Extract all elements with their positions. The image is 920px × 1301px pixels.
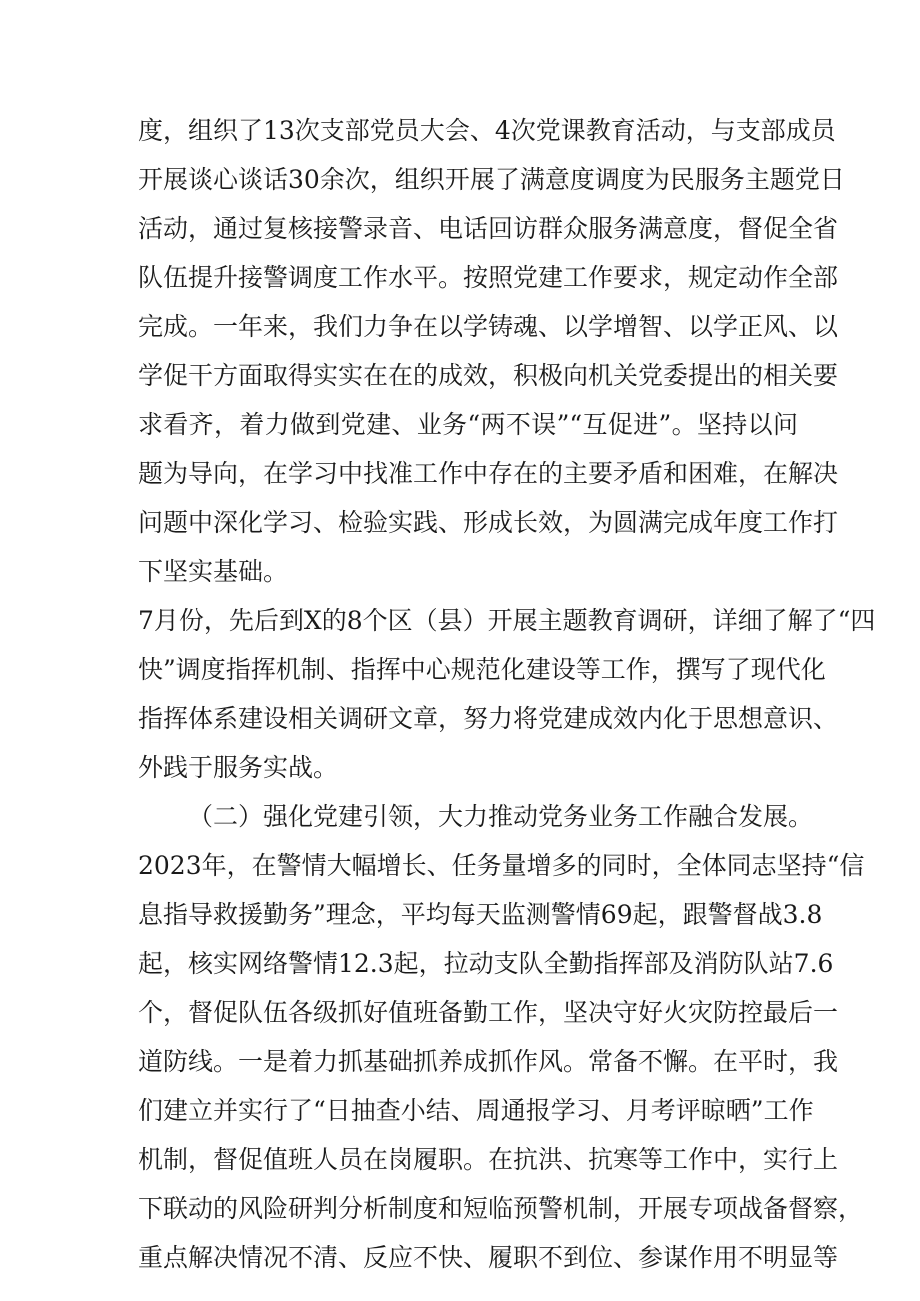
paragraph-1-line-1: 度，组织了13次支部党员大会、4次党课教育活动，与支部成员	[138, 116, 836, 145]
paragraph-3-line-3: 起，核实网络警情12.3起，拉动支队全勤指挥部及消防队站7.6	[138, 949, 834, 978]
paragraph-3-line-7: 机制，督促值班人员在岗履职。在抗洪、抗寒等工作中，实行上	[138, 1145, 839, 1174]
paragraph-1-line-7: 求看齐，着力做到党建、业务“两不误”“互促进”。坚持以问	[138, 410, 798, 439]
paragraph-3-line-2: 息指导救援勤务”理念，平均每天监测警情69起，跟警督战3.8	[138, 900, 823, 929]
paragraph-2-line-3: 指挥体系建设相关调研文章，努力将党建成效内化于思想意识、	[138, 704, 839, 733]
paragraph-3-line-4: 个，督促队伍各级抓好值班备勤工作，坚决守好火灾防控最后一	[138, 998, 839, 1027]
paragraph-1-line-9: 问题中深化学习、检验实践、形成长效，为圆满完成年度工作打	[138, 508, 839, 537]
paragraph-2-line-1: 7月份，先后到X的8个区（县）开展主题教育调研，详细了解了“四	[138, 606, 876, 635]
paragraph-3-line-9: 重点解决情况不清、反应不快、履职不到位、参谋作用不明显等	[138, 1243, 839, 1272]
paragraph-3-line-8: 下联动的风险研判分析制度和短临预警机制，开展专项战备督察，	[138, 1194, 864, 1223]
paragraph-1-line-2: 开展谈心谈话30余次，组织开展了满意度调度为民服务主题党日	[138, 165, 845, 194]
paragraph-2-line-4: 外践于服务实战。	[138, 753, 339, 782]
paragraph-3-line-6: 们建立并实行了“日抽查小结、周通报学习、月考评晾晒”工作	[138, 1096, 814, 1125]
section-heading: （二）强化党建引领，大力推动党务业务工作融合发展。	[188, 802, 814, 831]
paragraph-1-line-5: 完成。一年来，我们力争在以学铸魂、以学增智、以学正风、以	[138, 312, 839, 341]
paragraph-1-line-8: 题为导向，在学习中找准工作中存在的主要矛盾和困难，在解决	[138, 459, 839, 488]
paragraph-1-line-4: 队伍提升接警调度工作水平。按照党建工作要求，规定动作全部	[138, 263, 839, 292]
paragraph-3-line-5: 道防线。一是着力抓基础抓养成抓作风。常备不懈。在平时，我	[138, 1047, 839, 1076]
paragraph-3-line-1: 2023年，在警情大幅增长、任务量增多的同时，全体同志坚持“信	[138, 851, 865, 880]
paragraph-1-line-6: 学促干方面取得实实在在的成效，积极向机关党委提出的相关要	[138, 361, 839, 390]
paragraph-1-line-3: 活动，通过复核接警录音、电话回访群众服务满意度，督促全省	[138, 214, 839, 243]
paragraph-2-line-2: 快”调度指挥机制、指挥中心规范化建设等工作，撰写了现代化	[138, 655, 826, 684]
paragraph-1-line-10: 下坚实基础。	[138, 557, 289, 586]
